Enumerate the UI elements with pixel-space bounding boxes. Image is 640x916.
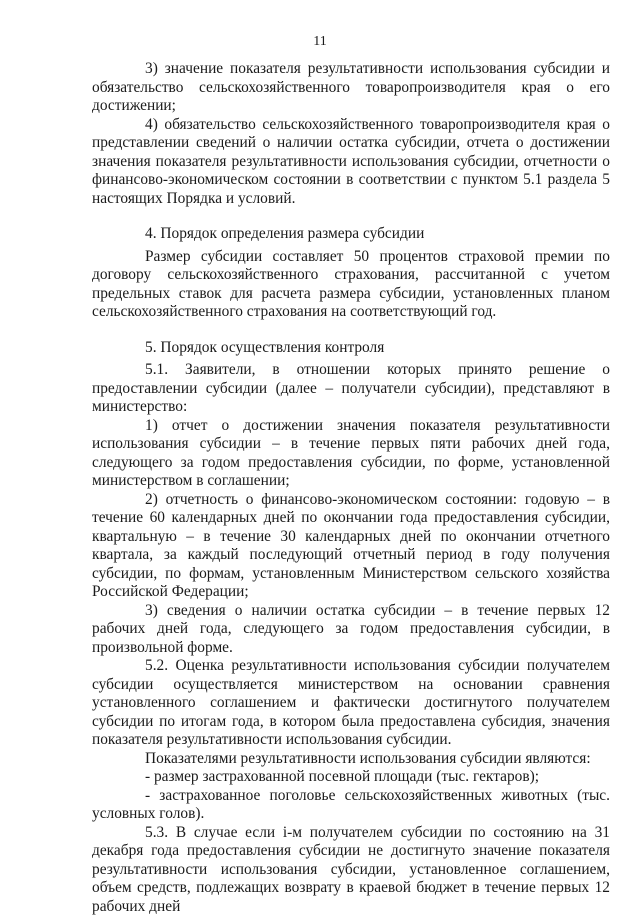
paragraph-5-3: 5.3. В случае если i-м получателем субсидии по состоянию на 31 декабря года предоставления субсидии не достигнуто значение показателя результативности использования субсидии, установленное соглашением, объем средств, подлежащих возврату в краевой бюджет в течение первых 12 рабочих дней	[92, 824, 610, 916]
paragraph-5-1: 5.1. Заявители, в отношении которых принято решение о предоставлении субсидии (далее – получатели субсидии), представляют в министерство:	[92, 361, 610, 417]
paragraph-5-2: 5.2. Оценка результативности использования субсидии получателем субсидии осуществляется министерством на основании сравнения установленного соглашением и фактически достигнутого получателем субсидии по итогам года, в котором была предоставлена субсидия, значения показателя результативности использования субсидии.	[92, 657, 610, 750]
section-heading-4: 4. Порядок определения размера субсидии	[92, 225, 610, 244]
paragraph-item-3: 3) значение показателя результативности использования субсидии и обязательство сельскохозяйственного товаропроизводителя края о его достижении;	[92, 60, 610, 116]
paragraph-5-1-item-2: 2) отчетность о финансово-экономическом состоянии: годовую – в течение 60 календарных дней по окончании года предоставления субсидии, квартальную – в течение 30 календарных дней по окончании отчетного квартала, за каждый последующий отчетный период в году получения субсидии, по формам, установленным Министерством сельского хозяйства Российской Федерации;	[92, 491, 610, 602]
paragraph-5-1-item-3: 3) сведения о наличии остатка субсидии – в течение первых 12 рабочих дней года, следующего за годом предоставления субсидии, в произвольной форме.	[92, 602, 610, 658]
paragraph-subsidy-size: Размер субсидии составляет 50 процентов страховой премии по договору сельскохозяйственного страхования, рассчитанной с учетом предельных ставок для расчета размера субсидии, установленных планом сельскохозяйственного страхования на соответствующий год.	[92, 248, 610, 322]
paragraph-5-1-item-1: 1) отчет о достижении значения показателя результативности использования субсидии – в течение первых пяти рабочих дней года, следующего за годом предоставления субсидии, по форме, установленной министерством в соглашении;	[92, 417, 610, 491]
document-body	[92, 60, 610, 916]
paragraph-indicator-area: - размер застрахованной посевной площади (тыс. гектаров);	[92, 768, 610, 787]
paragraph-indicator-livestock: - застрахованное поголовье сельскохозяйственных животных (тыс. условных голов).	[92, 787, 610, 824]
paragraph-indicators-intro: Показателями результативности использования субсидии являются:	[92, 750, 610, 769]
section-heading-5: 5. Порядок осуществления контроля	[92, 339, 610, 358]
paragraph-item-4: 4) обязательство сельскохозяйственного товаропроизводителя края о представлении сведений о наличии остатка субсидии, отчета о достижении значения показателя результативности использования субсидии, отчетности о финансово-экономическом состоянии в соответствии с пунктом 5.1 раздела 5 настоящих Порядка и условий.	[92, 116, 610, 209]
page-number: 11	[0, 34, 640, 50]
